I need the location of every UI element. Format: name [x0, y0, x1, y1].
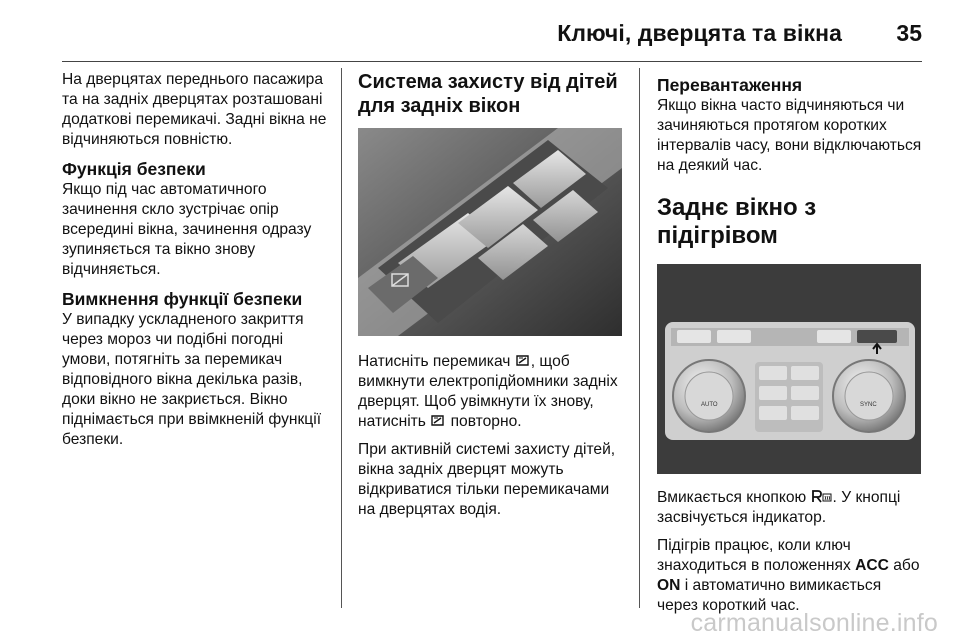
child-lock-paragraph-1: Натисніть перемикач , щоб вимкнути електропідйомники задніх дверцят. Щоб увімкнути їх знову, натисніть повторно. [358, 353, 618, 430]
intro-paragraph: На дверцятах переднього пасажира та на задніх дверцятах розташовані додаткові перемикачі. Задні вікна не відчиняються повністю. [62, 71, 327, 148]
overload-heading: Перевантаження [657, 75, 803, 95]
safety-paragraph: Якщо під час автоматичного зачинення скло зустрічає опір всередині вікна, зачинення одразу зупиняється та вікно знову відчиняється. [62, 181, 312, 278]
child-lock-icon [516, 354, 530, 367]
column-divider-2 [639, 68, 640, 608]
column-2 [358, 70, 628, 528]
page-title: Ключі, дверцята та вікна [557, 20, 842, 46]
disable-safety-paragraph: У випадку ускладненого закриття через мороз чи подібні погодні умови, потягніть за перемикач відповідного вікна декілька разів, доки вікно не закриється. Вікно піднімається при ввімкненій функції безпеки. [62, 311, 322, 448]
page-number: 35 [896, 20, 922, 46]
heated-window-paragraph-2: Підігрів працює, коли ключ знаходиться в положеннях ACC або ON і автоматично вимикається через короткий час. [657, 537, 920, 614]
disable-safety-heading: Вимкнення функції безпеки [62, 289, 303, 309]
child-lock-icon [431, 414, 445, 427]
column-3 [657, 70, 925, 624]
safety-heading: Функція безпеки [62, 159, 206, 179]
key-position-acc: ACC [855, 557, 889, 574]
header-divider [62, 61, 922, 62]
window-switches-photo [358, 128, 622, 336]
watermark: carmanualsonline.info [690, 609, 938, 637]
overload-paragraph: Якщо вікна часто відчиняються чи зачиняються протягом коротких інтервалів часу, вони відключаються на деякий час. [657, 97, 922, 174]
column-1 [62, 70, 334, 458]
rear-defrost-icon [812, 490, 832, 503]
climate-panel-photo [657, 264, 921, 474]
heated-window-paragraph-1: Вмикається кнопкою . У кнопці засвічується індикатор. [657, 489, 901, 526]
column-divider-1 [341, 68, 342, 608]
auto-label: AUTO [701, 402, 718, 408]
sync-label: SYNC [860, 402, 877, 408]
key-position-on: ON [657, 577, 681, 594]
page-header [62, 14, 922, 54]
child-lock-paragraph-2: При активній системі захисту дітей, вікна задніх дверцят можуть відкриватися тільки перемикачами на дверцятах водія. [358, 441, 616, 518]
heated-window-heading: Заднє вікно з підігрівом [657, 194, 817, 249]
child-lock-heading: Система захисту від дітей для задніх вікон [358, 71, 618, 117]
